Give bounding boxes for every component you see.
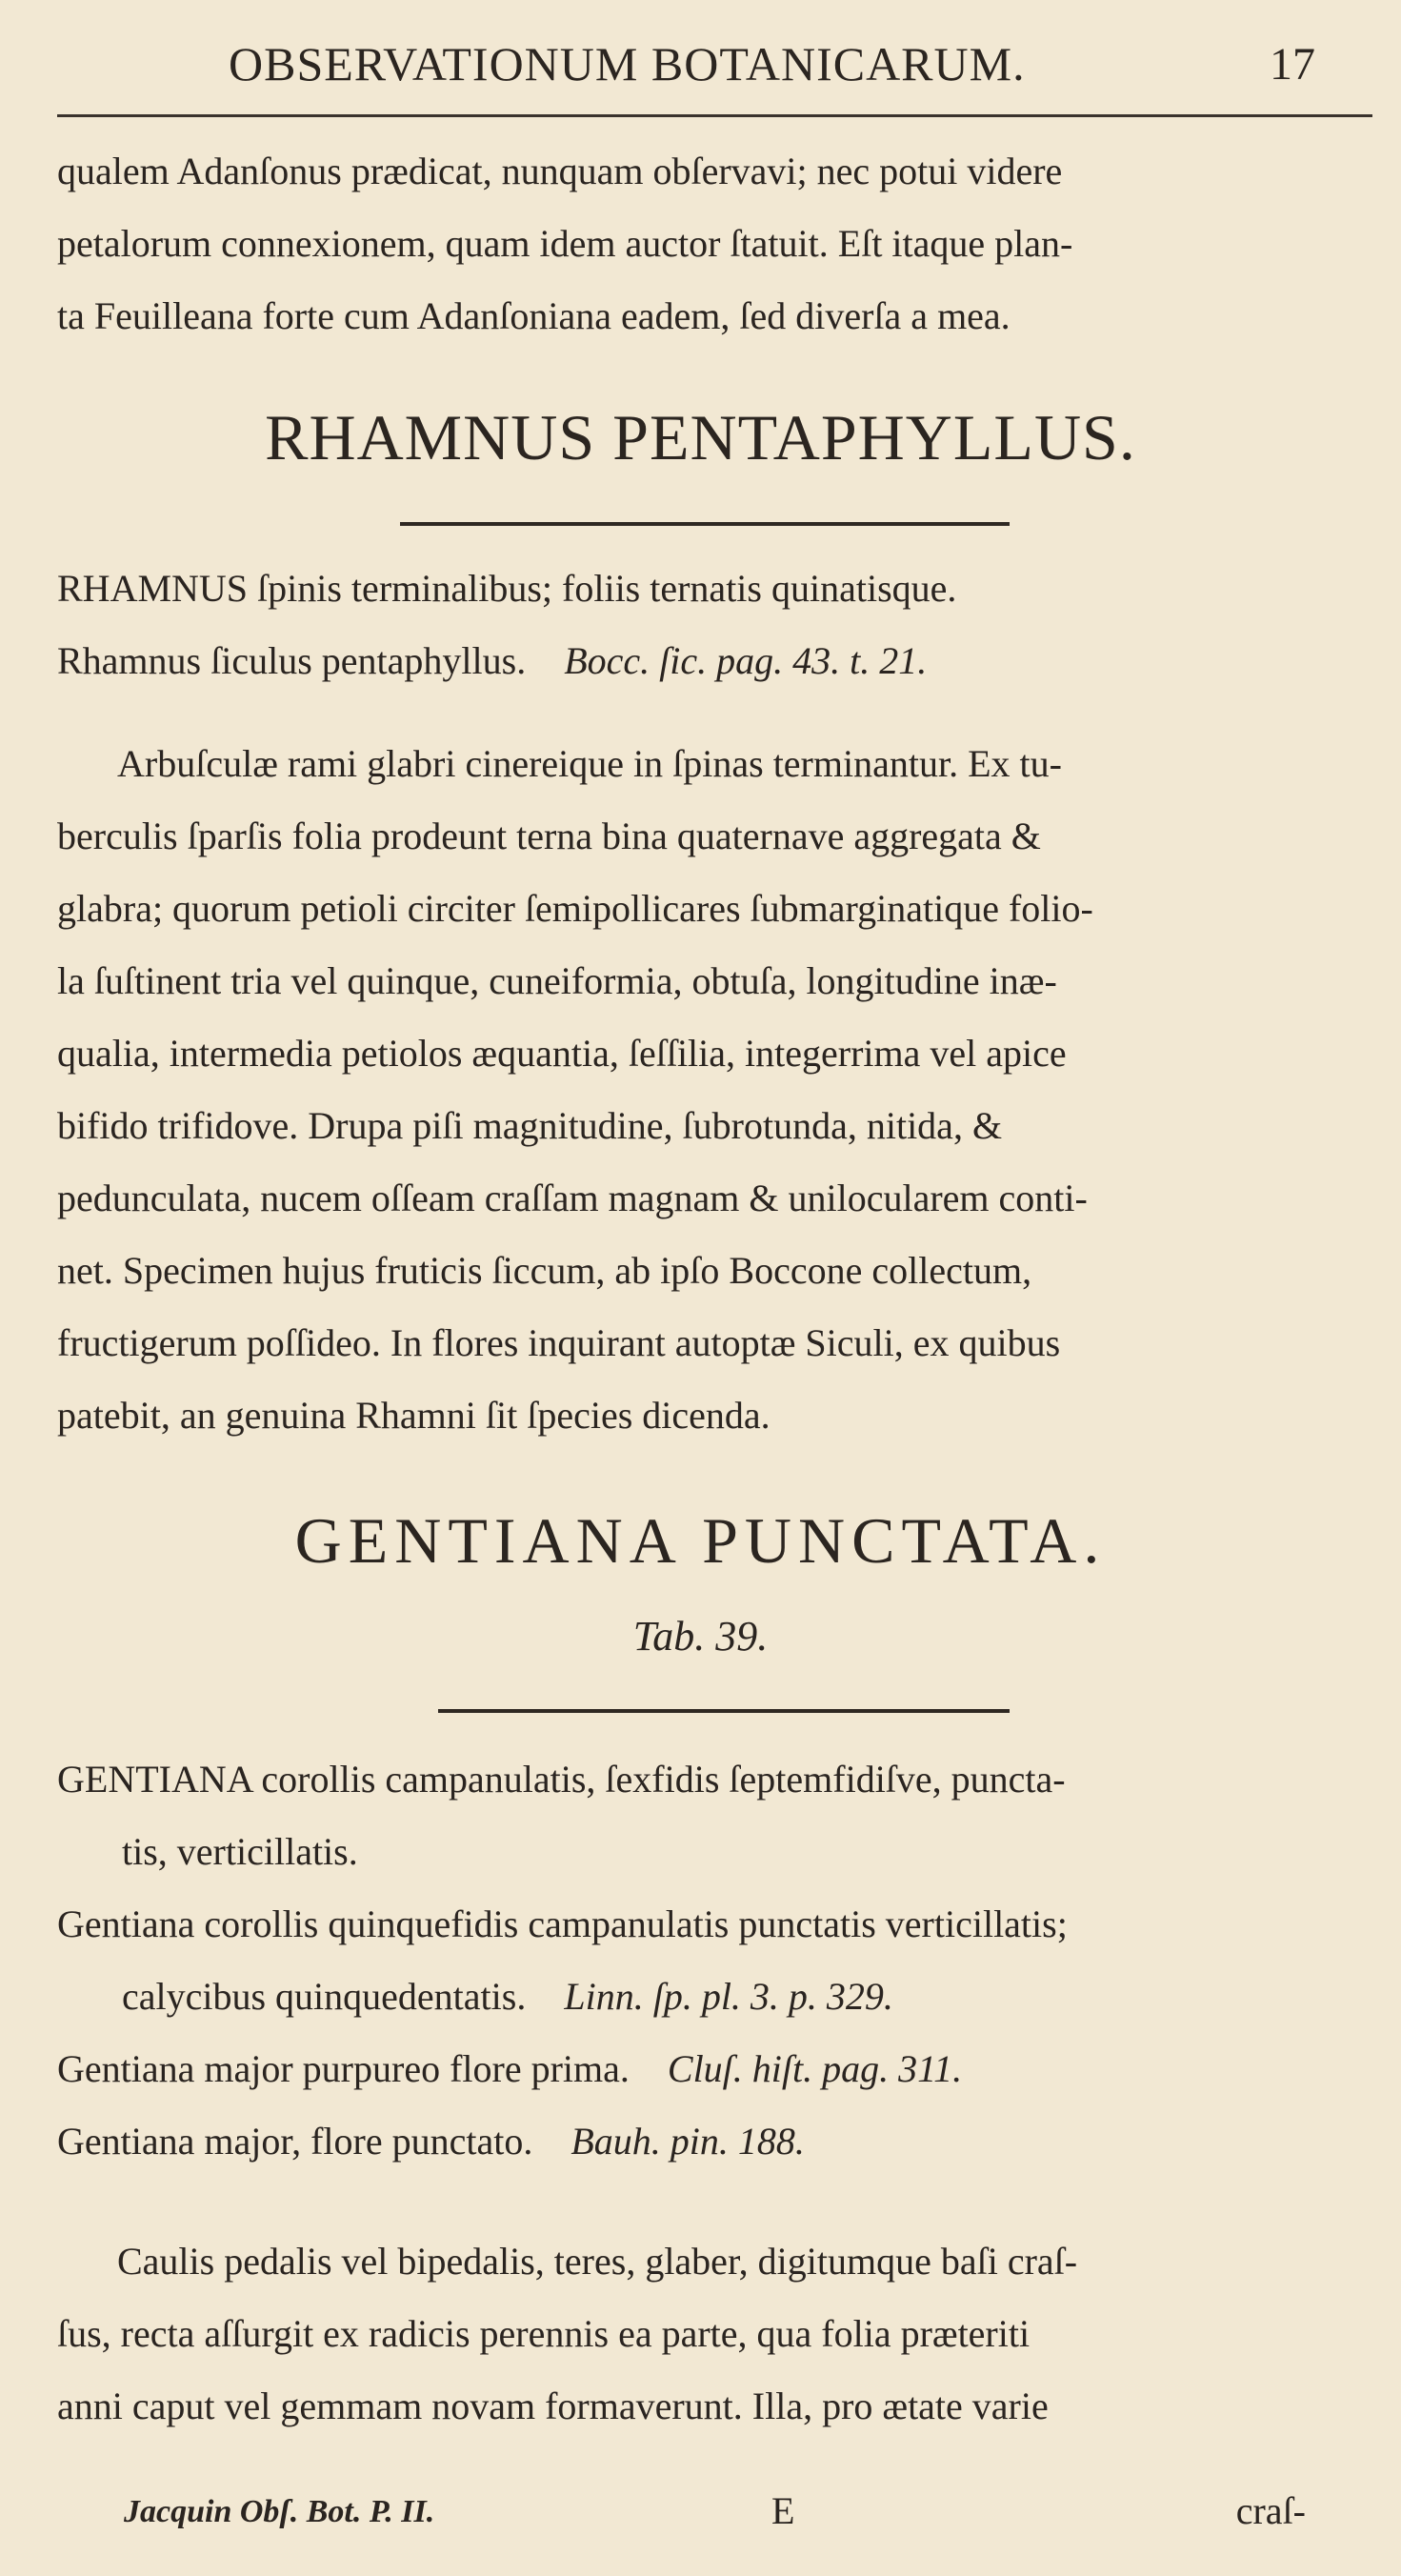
synonym-citation: Bocc. ſic. pag. 43. t. 21. [564,639,928,682]
page-footer [0,2488,1401,2546]
text-line: glabra; quorum petioli circiter ſemipollicares ſubmarginatique folio- [57,887,1093,930]
text-line: berculis ſparſis folia prodeunt terna bina quaternave aggregata & [57,815,1041,857]
diagnosis-line: GENTIANA corollis campanulatis, ſexfidis ſeptemfidiſve, puncta- [57,1758,1066,1801]
rhamnus-description [57,728,1367,1452]
text-line: ta Feuilleana forte cum Adanſoniana eadem, ſed diverſa a mea. [57,294,1011,337]
synonym-citation: Bauh. pin. 188. [570,2120,805,2163]
diagnosis-line: RHAMNUS ſpinis terminalibus; foliis ternatis quinatisque. [57,567,957,610]
text-line: Arbuſculæ rami glabri cinereique in ſpinas terminantur. Ex tu- [117,742,1062,785]
text-line: qualem Adanſonus prædicat, nunquam obſervavi; nec potui videre [57,150,1063,192]
gentiana-diagnosis [57,1743,1367,2178]
synonym-text: Rhamnus ſiculus pentaphyllus. [57,639,527,682]
signature-mark: E [771,2489,795,2532]
species-heading-rhamnus: RHAMNUS PENTAPHYLLUS. [265,401,1136,473]
text-line: Caulis pedalis vel bipedalis, teres, glaber, digitumque baſi craſ- [117,2240,1078,2283]
heading-rule [400,522,1010,526]
species-heading-gentiana: GENTIANA PUNCTATA. [294,1504,1107,1577]
text-line: patebit, an genuina Rhamni ſit ſpecies dicenda. [57,1394,771,1437]
page-number: 17 [1270,39,1315,90]
signature-line: Jacquin Obſ. Bot. P. II. [124,2494,435,2529]
synonym-citation: Linn. ſp. pl. 3. p. 329. [564,1975,893,2018]
text-line: pedunculata, nucem oſſeam craſſam magnam & unilocularem conti- [57,1177,1088,1219]
synonym-citation: Cluſ. hiſt. pag. 311. [667,2047,963,2090]
text-line: anni caput vel gemmam novam formaverunt. Illa, pro ætate varie [57,2385,1049,2427]
text-line: fructigerum poſſideo. In flores inquirant autoptæ Siculi, ex quibus [57,1321,1061,1364]
running-head [0,36,1401,93]
text-line: net. Specimen hujus fruticis ſiccum, ab ipſo Boccone collectum, [57,1249,1032,1292]
synonym-line [57,1961,1367,2033]
text-line: petalorum connexionem, quam idem auctor ſtatuit. Eſt itaque plan- [57,222,1073,265]
synonym-line [57,625,1367,697]
synonym-line: Gentiana corollis quinquefidis campanulatis punctatis verticillatis; [57,1902,1068,1945]
synonym-text: Gentiana major, flore punctato. [57,2120,533,2163]
plate-reference: Tab. 39. [632,1613,769,1660]
synonym-text: Gentiana major purpureo flore prima. [57,2047,630,2090]
synonym-line [57,2033,1367,2105]
text-line: bifido trifidove. Drupa piſi magnitudine, ſubrotunda, nitida, & [57,1104,1003,1147]
heading-rule [438,1709,1010,1713]
intro-paragraph [57,135,1367,352]
diagnosis-line: tis, verticillatis. [122,1830,358,1873]
text-line: ſus, recta aſſurgit ex radicis perennis ea parte, qua folia præteriti [57,2312,1031,2355]
synonym-text: calycibus quinquedentatis. [122,1975,527,2018]
header-rule [57,114,1372,117]
text-line: qualia, intermedia petiolos æquantia, ſeſſilia, integerrima vel apice [57,1032,1067,1075]
synonym-line [57,2105,1367,2178]
text-line: la ſuſtinent tria vel quinque, cuneiformia, obtuſa, longitudine inæ- [57,959,1057,1002]
gentiana-description [57,2225,1367,2443]
catchword: craſ- [1235,2489,1306,2532]
running-title: OBSERVATIONUM BOTANICARUM. [229,37,1026,91]
rhamnus-diagnosis [57,553,1367,697]
